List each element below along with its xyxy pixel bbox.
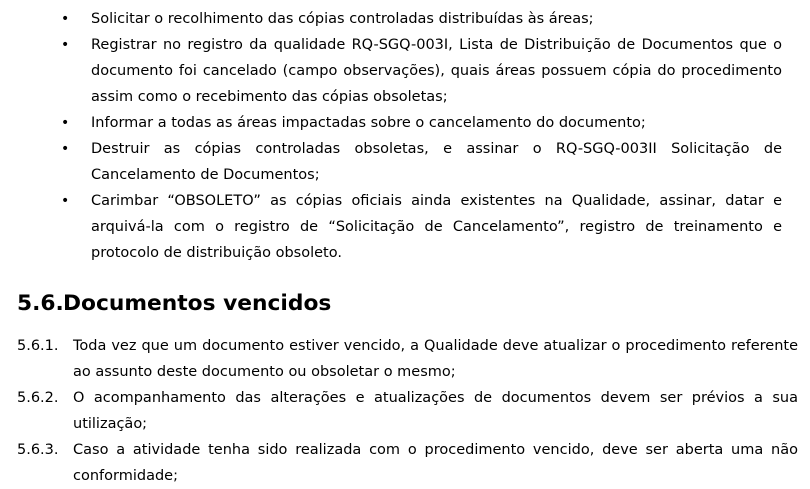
- section-number: 5.6.: [17, 291, 64, 316]
- subitem-text: Caso a atividade tenha sido realizada com o procedimento vencido, deve ser aberta uma não conformidade;: [73, 442, 798, 484]
- subitem: [0, 437, 810, 489]
- section-heading: [17, 291, 331, 317]
- bullet-item: [0, 110, 810, 136]
- subitem-number: 5.6.2.: [17, 390, 59, 406]
- subitem-number: 5.6.3.: [17, 442, 59, 458]
- bullet-icon: •: [61, 37, 70, 53]
- subitem-text: Toda vez que um documento estiver vencido, a Qualidade deve atualizar o procedimento referente ao assunto deste documento ou obsoletar o mesmo;: [73, 338, 798, 380]
- bullet-icon: •: [61, 141, 70, 157]
- bullet-text: Solicitar o recolhimento das cópias controladas distribuídas às áreas;: [91, 11, 594, 27]
- bullet-icon: •: [61, 193, 70, 209]
- subitem-list: [0, 333, 810, 489]
- bullet-text: Registrar no registro da qualidade RQ-SGQ-003I, Lista de Distribuição de Documentos que o documento foi cancelado (campo observações), quais áreas possuem cópia do procedimento assim como o recebimento das cópias obsoletas;: [91, 37, 782, 105]
- subitem: [0, 333, 810, 385]
- bullet-text: Informar a todas as áreas impactadas sobre o cancelamento do documento;: [91, 115, 646, 131]
- subitem-text: O acompanhamento das alterações e atualizações de documentos devem ser prévios a sua utilização;: [73, 390, 798, 432]
- bullet-item: [0, 32, 810, 110]
- section-title: Documentos vencidos: [63, 291, 332, 316]
- bullet-icon: •: [61, 115, 70, 131]
- bullet-item: [0, 6, 810, 32]
- bullet-list: [0, 6, 810, 266]
- bullet-icon: •: [61, 11, 70, 27]
- subitem: [0, 385, 810, 437]
- subitem-number: 5.6.1.: [17, 338, 59, 354]
- bullet-text: Destruir as cópias controladas obsoletas, e assinar o RQ-SGQ-003II Solicitação de Cancelamento de Documentos;: [91, 141, 782, 183]
- bullet-item: [0, 136, 810, 188]
- bullet-text: Carimbar “OBSOLETO” as cópias oficiais ainda existentes na Qualidade, assinar, datar e arquivá-la com o registro de “Solicitação de Cancelamento”, registro de treinamento e protocolo de distribuição obsoleto.: [91, 193, 782, 261]
- bullet-item: [0, 188, 810, 266]
